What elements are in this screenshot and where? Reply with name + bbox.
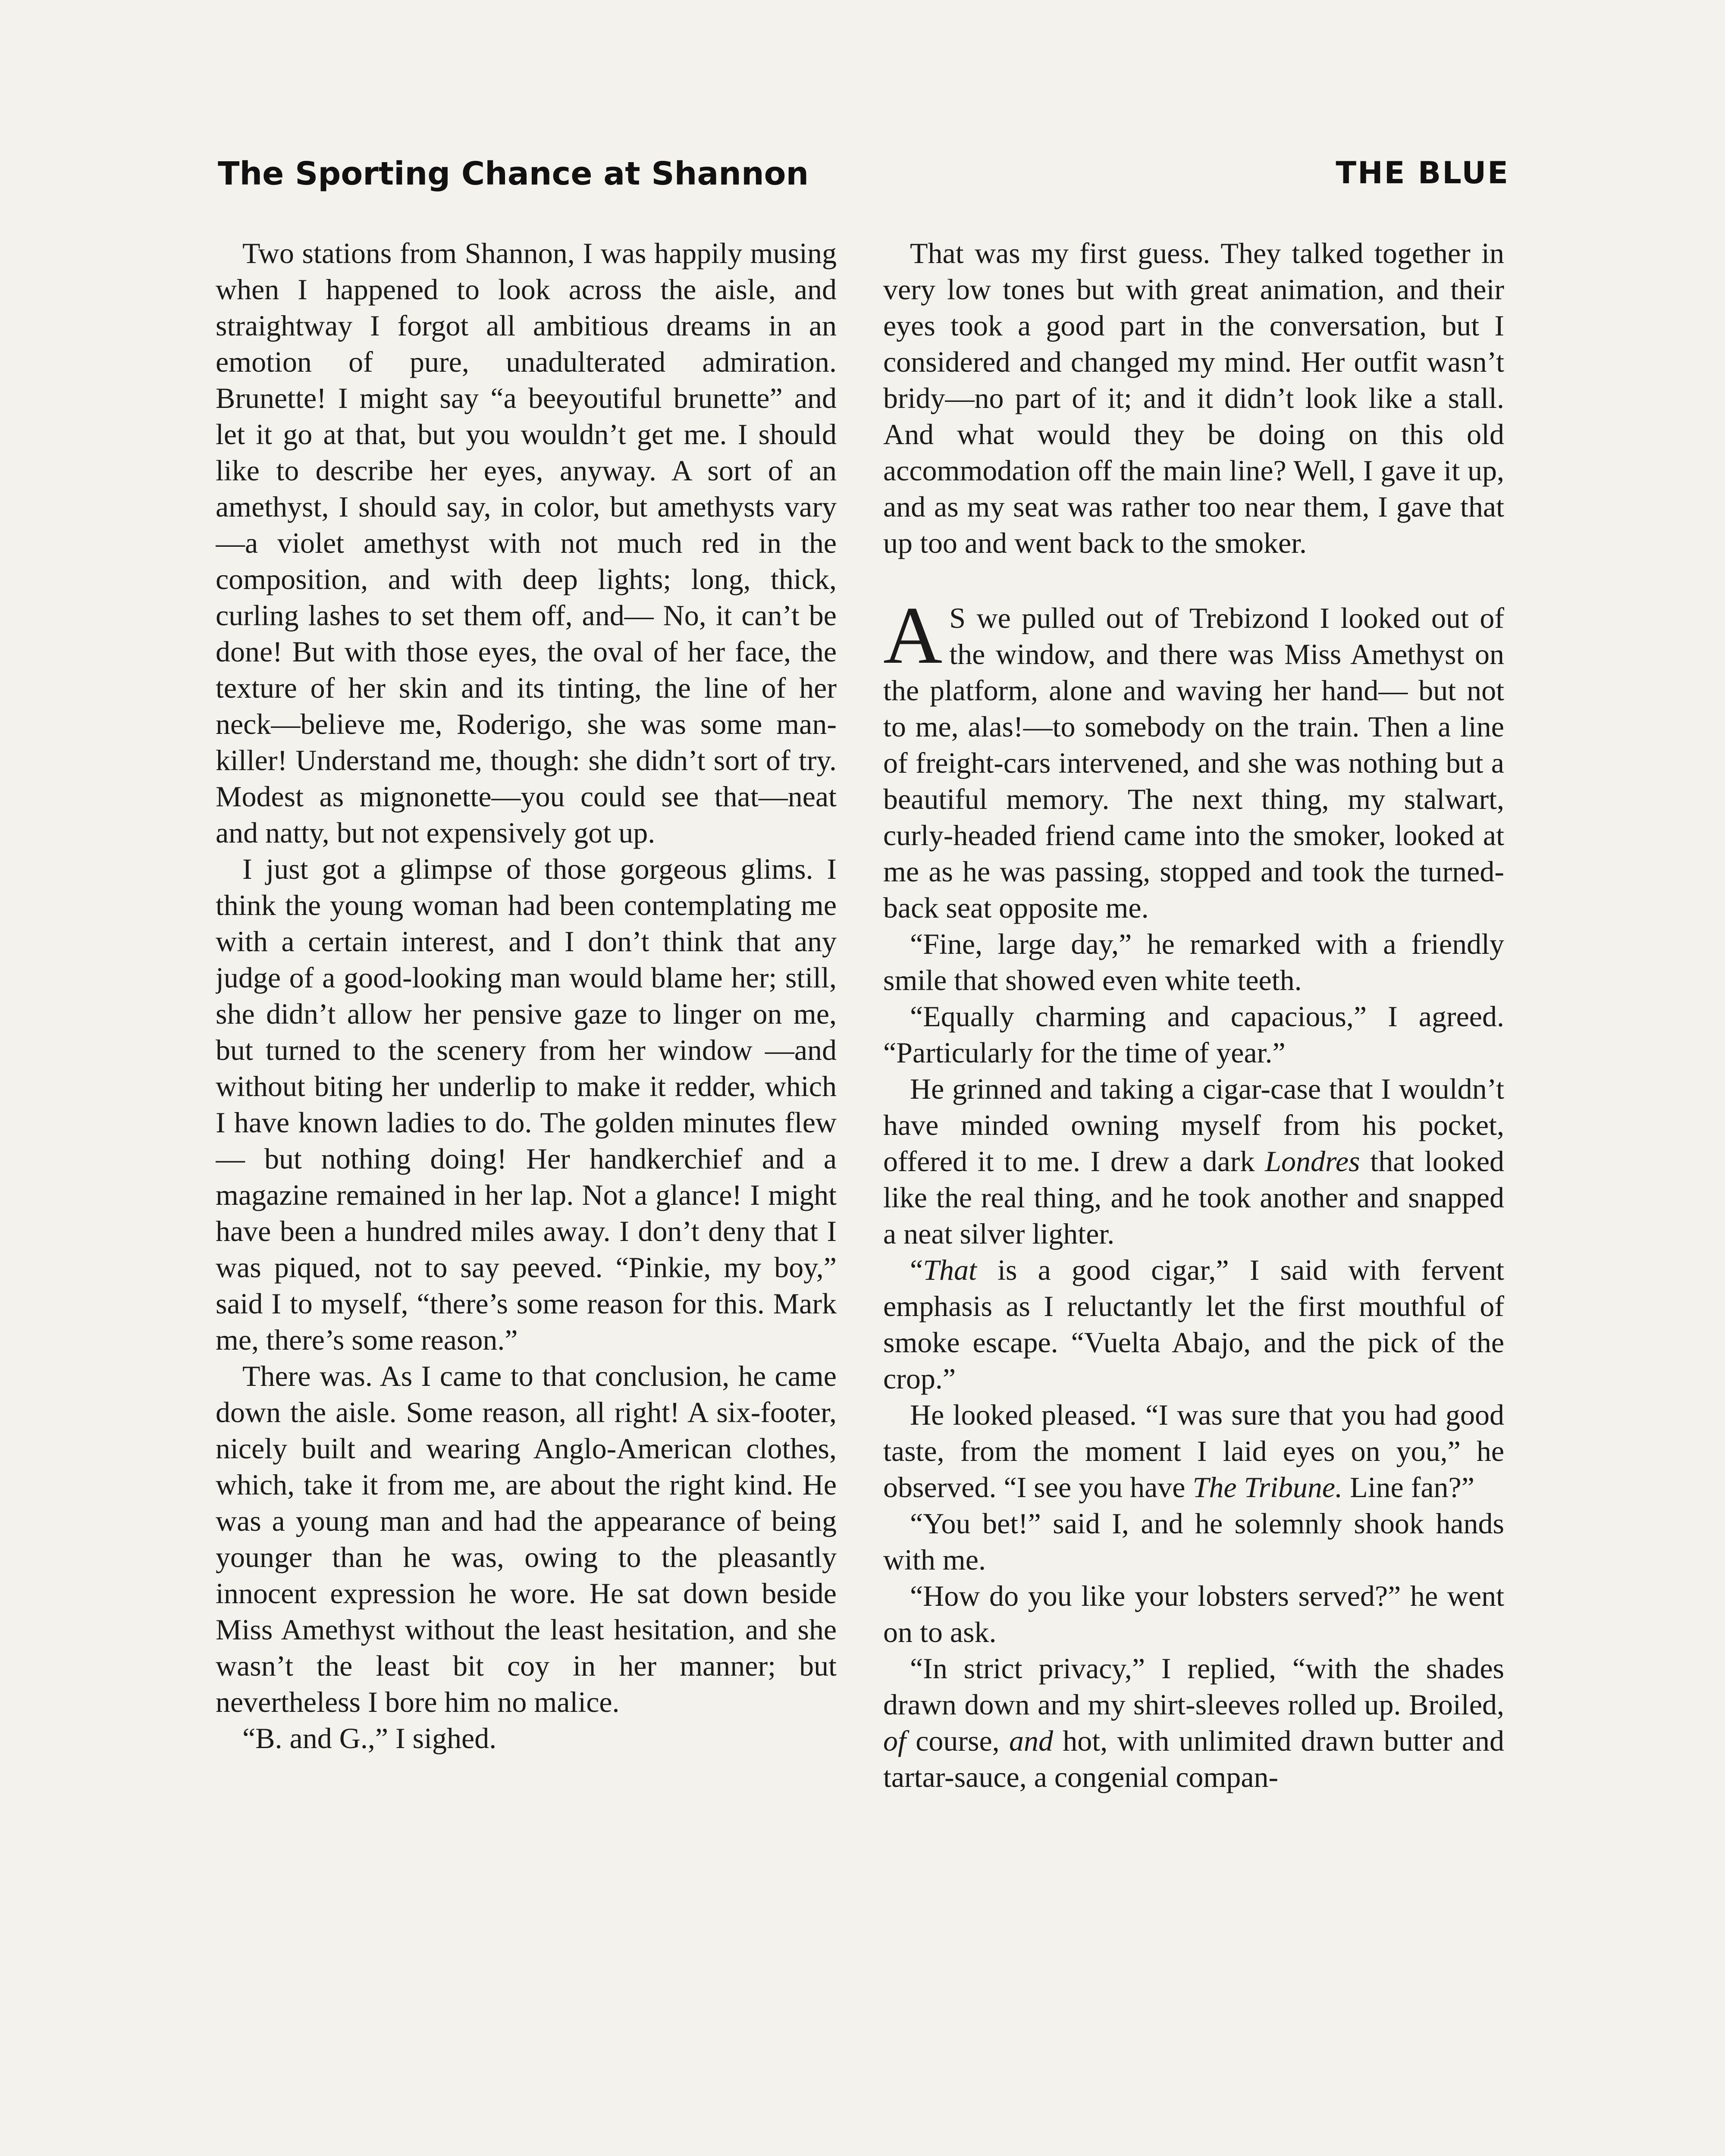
drop-cap: A <box>883 590 943 681</box>
text-run: He grinned and taking a cigar-case that I wouldn’t have minded owning myself from his pocket, offered it to me. I drew a dark <box>883 1072 1504 1178</box>
paragraph: “Fine, large day,” he remarked with a friendly smile that showed even white teeth. <box>883 928 1504 997</box>
magazine-name: THE BLUE <box>1336 155 1509 191</box>
text-run: “ <box>910 1253 923 1286</box>
paragraph <box>883 1252 1504 1397</box>
paragraph: I just got a glimpse of those gorgeous glims. I think the young woman had been contemplating me with a certain interest, and I don’t think that any judge of a good-looking man would blame her; still, she didn’t allow her pensive gaze to linger on me, but turned to the scenery from her window —and without biting her underlip to make it redder, which I have known ladies to do. The golden minutes flew— but nothing doing! Her handkerchief and a magazine remained in her lap. Not a glance! I might have been a hundred miles away. I don’t deny that I was piqued, not to say peeved. “Pinkie, my boy,” said I to myself, “there’s some reason for this. Mark me, there’s some reason.” <box>216 852 837 1356</box>
italic-run: That <box>923 1253 977 1286</box>
paragraph: “You bet!” said I, and he solemnly shook hands with me. <box>883 1507 1504 1576</box>
italic-run: of <box>883 1724 906 1757</box>
page-header <box>218 142 1509 211</box>
text-run: course, <box>906 1724 1009 1757</box>
paragraph: There was. As I came to that conclusion, he came down the aisle. Some reason, all right! A six-footer, nicely built and wearing Anglo-American clothes, which, take it from me, are about the right kind. He was a young man and had the appearance of being younger than he was, owing to the pleasantly innocent expression he wore. He sat down beside Miss Amethyst without the least hesitation, and she wasn’t the least bit coy in her manner; but nevertheless I bore him no malice. <box>216 1360 837 1718</box>
paragraph: “Equally charming and capacious,” I agreed. “Particularly for the time of year.” <box>883 1000 1504 1069</box>
text-run: Line fan?” <box>1342 1471 1474 1504</box>
section-start-paragraph <box>883 590 1504 926</box>
text-run: “In strict privacy,” I replied, “with the shades drawn down and my shirt-sleeves rolled up. Broiled, <box>883 1652 1504 1721</box>
paragraph <box>883 1650 1504 1795</box>
text-run: is a good cigar,” I said with fervent emphasis as I reluctantly let the first mouthful of smoke escape. “Vuelta Abajo, and the pick of the crop.” <box>883 1253 1504 1395</box>
text-run: that looked like the real thing, and he took another and snapped a neat silver lighter. <box>883 1145 1504 1250</box>
right-column <box>883 235 1504 2156</box>
section-text: S we pulled out of Trebizond I looked out of the window, and there was Miss Amethyst on the platform, alone and waving her hand— but not to me, alas!—to somebody on the train. Then a line of freight-cars intervened, and she was nothing but a beautiful memory. The next thing, my stalwart, curly-headed friend came into the smoker, looked at me as he was passing, stopped and took the turned-back seat opposite me. <box>883 602 1504 924</box>
italic-run: Londres <box>1265 1145 1360 1178</box>
italic-run: The Tribune. <box>1192 1471 1343 1504</box>
paragraph <box>883 1071 1504 1252</box>
paragraph: That was my first guess. They talked together in very low tones but with great animation, and their eyes took a good part in the conversation, but I considered and changed my mind. Her outfit wasn’t bridy—no part of it; and it didn’t look like a stall. And what would they be doing on this old accommodation off the main line? Well, I gave it up, and as my seat was rather too near them, I gave that up too and went back to the smoker. <box>883 237 1504 559</box>
story-title: The Sporting Chance at Shannon <box>218 155 809 192</box>
paragraph: “B. and G.,” I sighed. <box>242 1722 497 1755</box>
paragraph: Two stations from Shannon, I was happily musing when I happened to look across the aisle, and straightway I forgot all ambitious dreams in an emotion of pure, unadulterated admiration. Brunette! I might say “a beeyoutiful brunette” and let it go at that, but you wouldn’t get me. I should like to describe her eyes, anyway. A sort of an amethyst, I should say, in color, but amethysts vary—a violet amethyst with not much red in the composition, and with deep lights; long, thick, curling lashes to set them off, and— No, it can’t be done! But with those eyes, the oval of her face, the texture of her skin and its tinting, the line of her neck—believe me, Roderigo, she was some man-killer! Understand me, though: she didn’t sort of try. Modest as mignonette—you could see that—neat and natty, but not expensively got up. <box>216 237 837 849</box>
text-run: hot, with unlimited drawn butter and tartar-sauce, a congenial compan- <box>883 1724 1504 1793</box>
italic-run: and <box>1009 1724 1053 1757</box>
left-column <box>216 235 837 2156</box>
paragraph <box>883 1397 1504 1505</box>
text-run: He looked pleased. “I was sure that you had good taste, from the moment I laid eyes on you,” he observed. “I see you have <box>883 1398 1504 1504</box>
paragraph: “How do you like your lobsters served?” he went on to ask. <box>883 1579 1504 1648</box>
